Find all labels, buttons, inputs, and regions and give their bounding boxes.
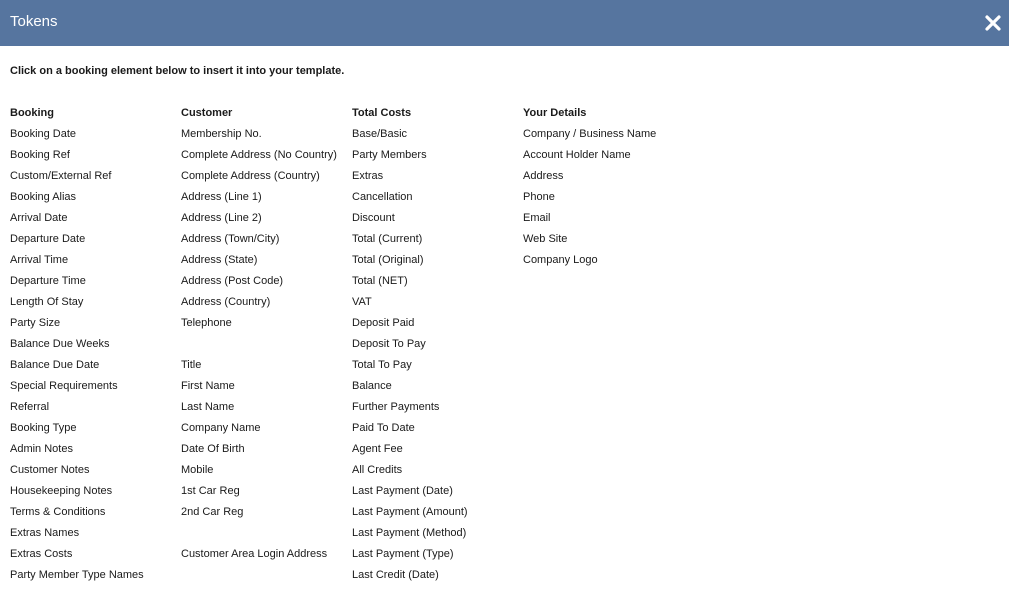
token-item[interactable]: Total (NET)	[352, 275, 408, 287]
token-item[interactable]: Cancellation	[352, 191, 413, 203]
token-item[interactable]: Arrival Date	[10, 212, 68, 224]
token-item[interactable]: Booking Ref	[10, 149, 70, 161]
token-item[interactable]: VAT	[352, 296, 372, 308]
token-item[interactable]: Address (Town/City)	[181, 233, 280, 245]
token-item[interactable]: Company / Business Name	[523, 128, 657, 140]
token-item[interactable]: Account Holder Name	[523, 149, 631, 161]
token-item[interactable]: Referral	[10, 401, 50, 413]
token-item[interactable]: Booking Type	[10, 422, 77, 434]
token-item[interactable]: Deposit Paid	[352, 317, 415, 329]
token-item[interactable]: Agent Fee	[352, 443, 403, 455]
token-item[interactable]: Customer Notes	[10, 464, 90, 476]
token-item[interactable]: Total (Current)	[352, 233, 423, 245]
token-item[interactable]: All Credits	[352, 464, 403, 476]
booking-column	[10, 106, 144, 589]
token-item[interactable]: Discount	[352, 212, 395, 224]
token-item[interactable]: Custom/External Ref	[10, 170, 112, 182]
token-item[interactable]: Extras Names	[10, 527, 80, 539]
token-item[interactable]: Balance Due Date	[10, 359, 100, 371]
token-item[interactable]: Departure Time	[10, 275, 86, 287]
total-costs-column	[352, 106, 468, 589]
token-item[interactable]: Total To Pay	[352, 359, 412, 371]
token-item[interactable]: Address (Line 2)	[181, 212, 262, 224]
token-item[interactable]: Email	[523, 212, 551, 224]
total-costs-heading: Total Costs	[352, 107, 412, 119]
token-item[interactable]: Party Size	[10, 317, 61, 329]
booking-heading: Booking	[10, 107, 54, 119]
token-item[interactable]: Company Logo	[523, 254, 598, 266]
dialog-titlebar	[0, 0, 1009, 46]
your-details-heading: Your Details	[523, 107, 587, 119]
token-item[interactable]: Extras Costs	[10, 548, 73, 560]
token-item[interactable]: Address (State)	[181, 254, 258, 266]
token-item[interactable]: Special Requirements	[10, 380, 118, 392]
token-item[interactable]: Housekeeping Notes	[10, 485, 113, 497]
token-item[interactable]: First Name	[181, 380, 235, 392]
token-item[interactable]: Total (Original)	[352, 254, 424, 266]
token-item[interactable]: Membership No.	[181, 128, 262, 140]
token-item[interactable]: 2nd Car Reg	[181, 506, 244, 518]
token-item[interactable]: Address (Line 1)	[181, 191, 262, 203]
token-item[interactable]: Complete Address (No Country)	[181, 149, 337, 161]
token-item[interactable]: Balance	[352, 380, 392, 392]
token-item[interactable]: Balance Due Weeks	[10, 338, 110, 350]
token-item[interactable]: Customer Area Login Address	[181, 548, 328, 560]
token-item[interactable]: Company Name	[181, 422, 261, 434]
close-icon	[981, 11, 1005, 35]
token-item[interactable]: Extras	[352, 170, 384, 182]
customer-column	[181, 106, 337, 568]
token-item[interactable]: Address	[523, 170, 564, 182]
token-item[interactable]: Booking Date	[10, 128, 77, 140]
your-details-column	[523, 106, 656, 274]
close-button[interactable]	[981, 11, 1005, 35]
instructions-text: Click on a booking element below to insert it into your template.	[10, 65, 345, 77]
dialog-title: Tokens	[10, 13, 58, 30]
token-item[interactable]: Party Member Type Names	[10, 569, 144, 581]
token-item[interactable]: Telephone	[181, 317, 232, 329]
token-item[interactable]: Last Name	[181, 401, 235, 413]
token-item[interactable]: Terms & Conditions	[10, 506, 106, 518]
token-item[interactable]: Deposit To Pay	[352, 338, 426, 350]
spacer	[181, 337, 337, 358]
token-item[interactable]: Departure Date	[10, 233, 86, 245]
token-item[interactable]: Length Of Stay	[10, 296, 84, 308]
token-item[interactable]: Mobile	[181, 464, 214, 476]
spacer	[181, 526, 337, 547]
token-item[interactable]: Last Credit (Date)	[352, 569, 439, 581]
token-item[interactable]: Last Payment (Method)	[352, 527, 467, 539]
token-item[interactable]: Party Members	[352, 149, 427, 161]
token-item[interactable]: Web Site	[523, 233, 568, 245]
token-item[interactable]: Admin Notes	[10, 443, 73, 455]
token-item[interactable]: Address (Country)	[181, 296, 271, 308]
token-item[interactable]: Title	[181, 359, 202, 371]
token-item[interactable]: Last Payment (Type)	[352, 548, 454, 560]
token-item[interactable]: Booking Alias	[10, 191, 77, 203]
token-item[interactable]: Last Payment (Date)	[352, 485, 453, 497]
token-item[interactable]: 1st Car Reg	[181, 485, 240, 497]
token-item[interactable]: Date Of Birth	[181, 443, 245, 455]
token-item[interactable]: Last Payment (Amount)	[352, 506, 468, 518]
token-item[interactable]: Phone	[523, 191, 555, 203]
token-item[interactable]: Address (Post Code)	[181, 275, 284, 287]
token-item[interactable]: Arrival Time	[10, 254, 69, 266]
token-item[interactable]: Further Payments	[352, 401, 440, 413]
token-item[interactable]: Base/Basic	[352, 128, 408, 140]
token-item[interactable]: Paid To Date	[352, 422, 415, 434]
token-item[interactable]: Complete Address (Country)	[181, 170, 320, 182]
customer-heading: Customer	[181, 107, 233, 119]
